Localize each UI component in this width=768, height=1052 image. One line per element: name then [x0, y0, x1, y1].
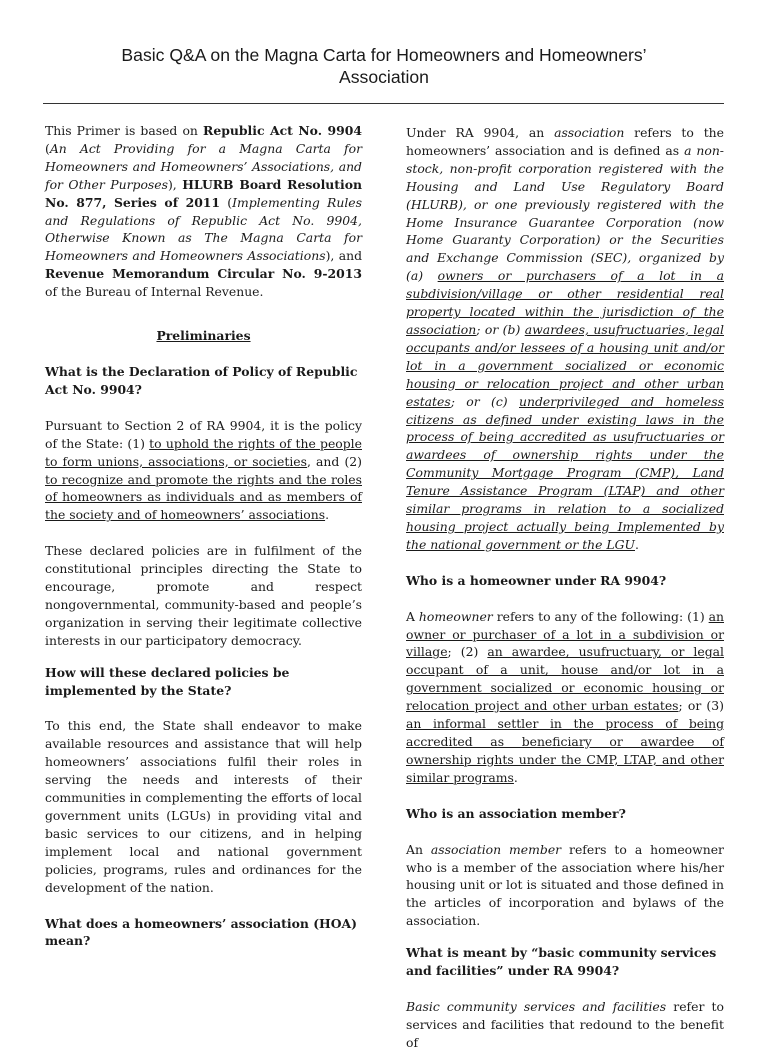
question-declaration-of-policy: What is the Declaration of Policy of Republic Act No. 9904? — [45, 363, 358, 397]
right-column — [406, 124, 724, 1052]
question-basic-community-services: What is meant by “basic community services and facilities” under RA 9904? — [406, 945, 717, 979]
question-hoa-meaning: What does a homeowners’ association (HOA) mean? — [45, 915, 358, 949]
title-line-1: Basic Q&A on the Magna Carta for Homeowners and Homeowners’ — [121, 45, 647, 65]
left-column — [45, 122, 362, 950]
answer-implementation: To this end, the State shall endeavor to make available resources and assistance that will help homeowners’ associations fulfil their roles in serving the needs and interests of their communities in complementing the efforts of local government units (LGUs) in providing vital and basic services to our citizens, and in helping implement local and national government policies, programs, rules and ordinances for the development of the nation. — [45, 718, 362, 895]
question-homeowner: Who is a homeowner under RA 9904? — [406, 572, 667, 588]
answer-association-member: An association member refers to a homeowner who is a member of the association where his/her housing unit or lot is situated and those defined in the articles of incorporation and bylaws of the association. — [406, 841, 724, 929]
title-divider — [43, 103, 724, 104]
answer-basic-community-services: Basic community services and facilities refer to services and facilities that redound to the benefit of — [406, 998, 724, 1050]
intro-paragraph: This Primer is based on Republic Act No. 9904 (An Act Providing for a Magna Carta for Homeowners and Homeowners’ Associations, and for Other Purposes), HLURB Board Resolution No. 877, Series of 2011 (Implementing Rules and Regulations of Republic Act No. 9904, Otherwise Known as The Magna Carta for Homeowners and Homeowners Associations), and Revenue Memorandum Circular No. 9-2013 of the Bureau of Internal Revenue. — [45, 123, 362, 300]
title-line-2: Association — [339, 67, 429, 87]
section-heading-preliminaries: Preliminaries — [156, 328, 251, 344]
answer-hoa-meaning: Under RA 9904, an association refers to the homeowners’ association and is defined as a non-stock, non-profit corporation registered with the Housing and Land Use Regulatory Board (HLURB), or one previously registered with the Home Insurance Guarantee Corporation (now Home Guaranty Corporation) or the Securities and Exchange Commission (SEC), organized by (a) owners or purchasers of a lot in a subdivision/village or other residential real property located within the jurisdiction of the association; or (b) awardees, usufructuaries, legal occupants and/or lessees of a housing unit and/or lot in a government socialized or economic housing or relocation project and other urban estates; or (c) underprivileged and homeless citizens as defined under existing laws in the process of being accredited as usufructuaries or awardees of ownership rights under the Community Mortgage Program (CMP), Land Tenure Assistance Program (LTAP) and other similar programs in relation to a socialized housing project actually being Implemented by the national government or the LGU. — [406, 125, 724, 552]
answer-declaration-of-policy: Pursuant to Section 2 of RA 9904, it is the policy of the State: (1) to uphold the rights of the people to form unions, associations, or societies, and (2) to recognize and promote the rights and the roles of homeowners as individuals and as members of the society and of homeowners’ associations. — [45, 417, 362, 523]
document-title — [40, 44, 728, 88]
answer-homeowner: A homeowner refers to any of the following: (1) an owner or purchaser of a lot in a subdivision or village; (2) an awardee, usufructuary, or legal occupant of a unit, house and/or lot in a government socialized or economic housing or relocation project and other urban estates; or (3) an informal settler in the process of being accredited as beneficiary or awardee of ownership rights under the CMP, LTAP, and other similar programs. — [406, 608, 724, 785]
paragraph-constitutional-principles: These declared policies are in fulfilment of the constitutional principles directing the State to encourage, promote and respect nongovernmental, community-based and people’s organization in serving their legitimate collective interests in our participatory democracy. — [45, 543, 362, 648]
question-association-member: Who is an association member? — [406, 805, 626, 821]
question-implementation: How will these declared policies be implemented by the State? — [45, 664, 290, 698]
